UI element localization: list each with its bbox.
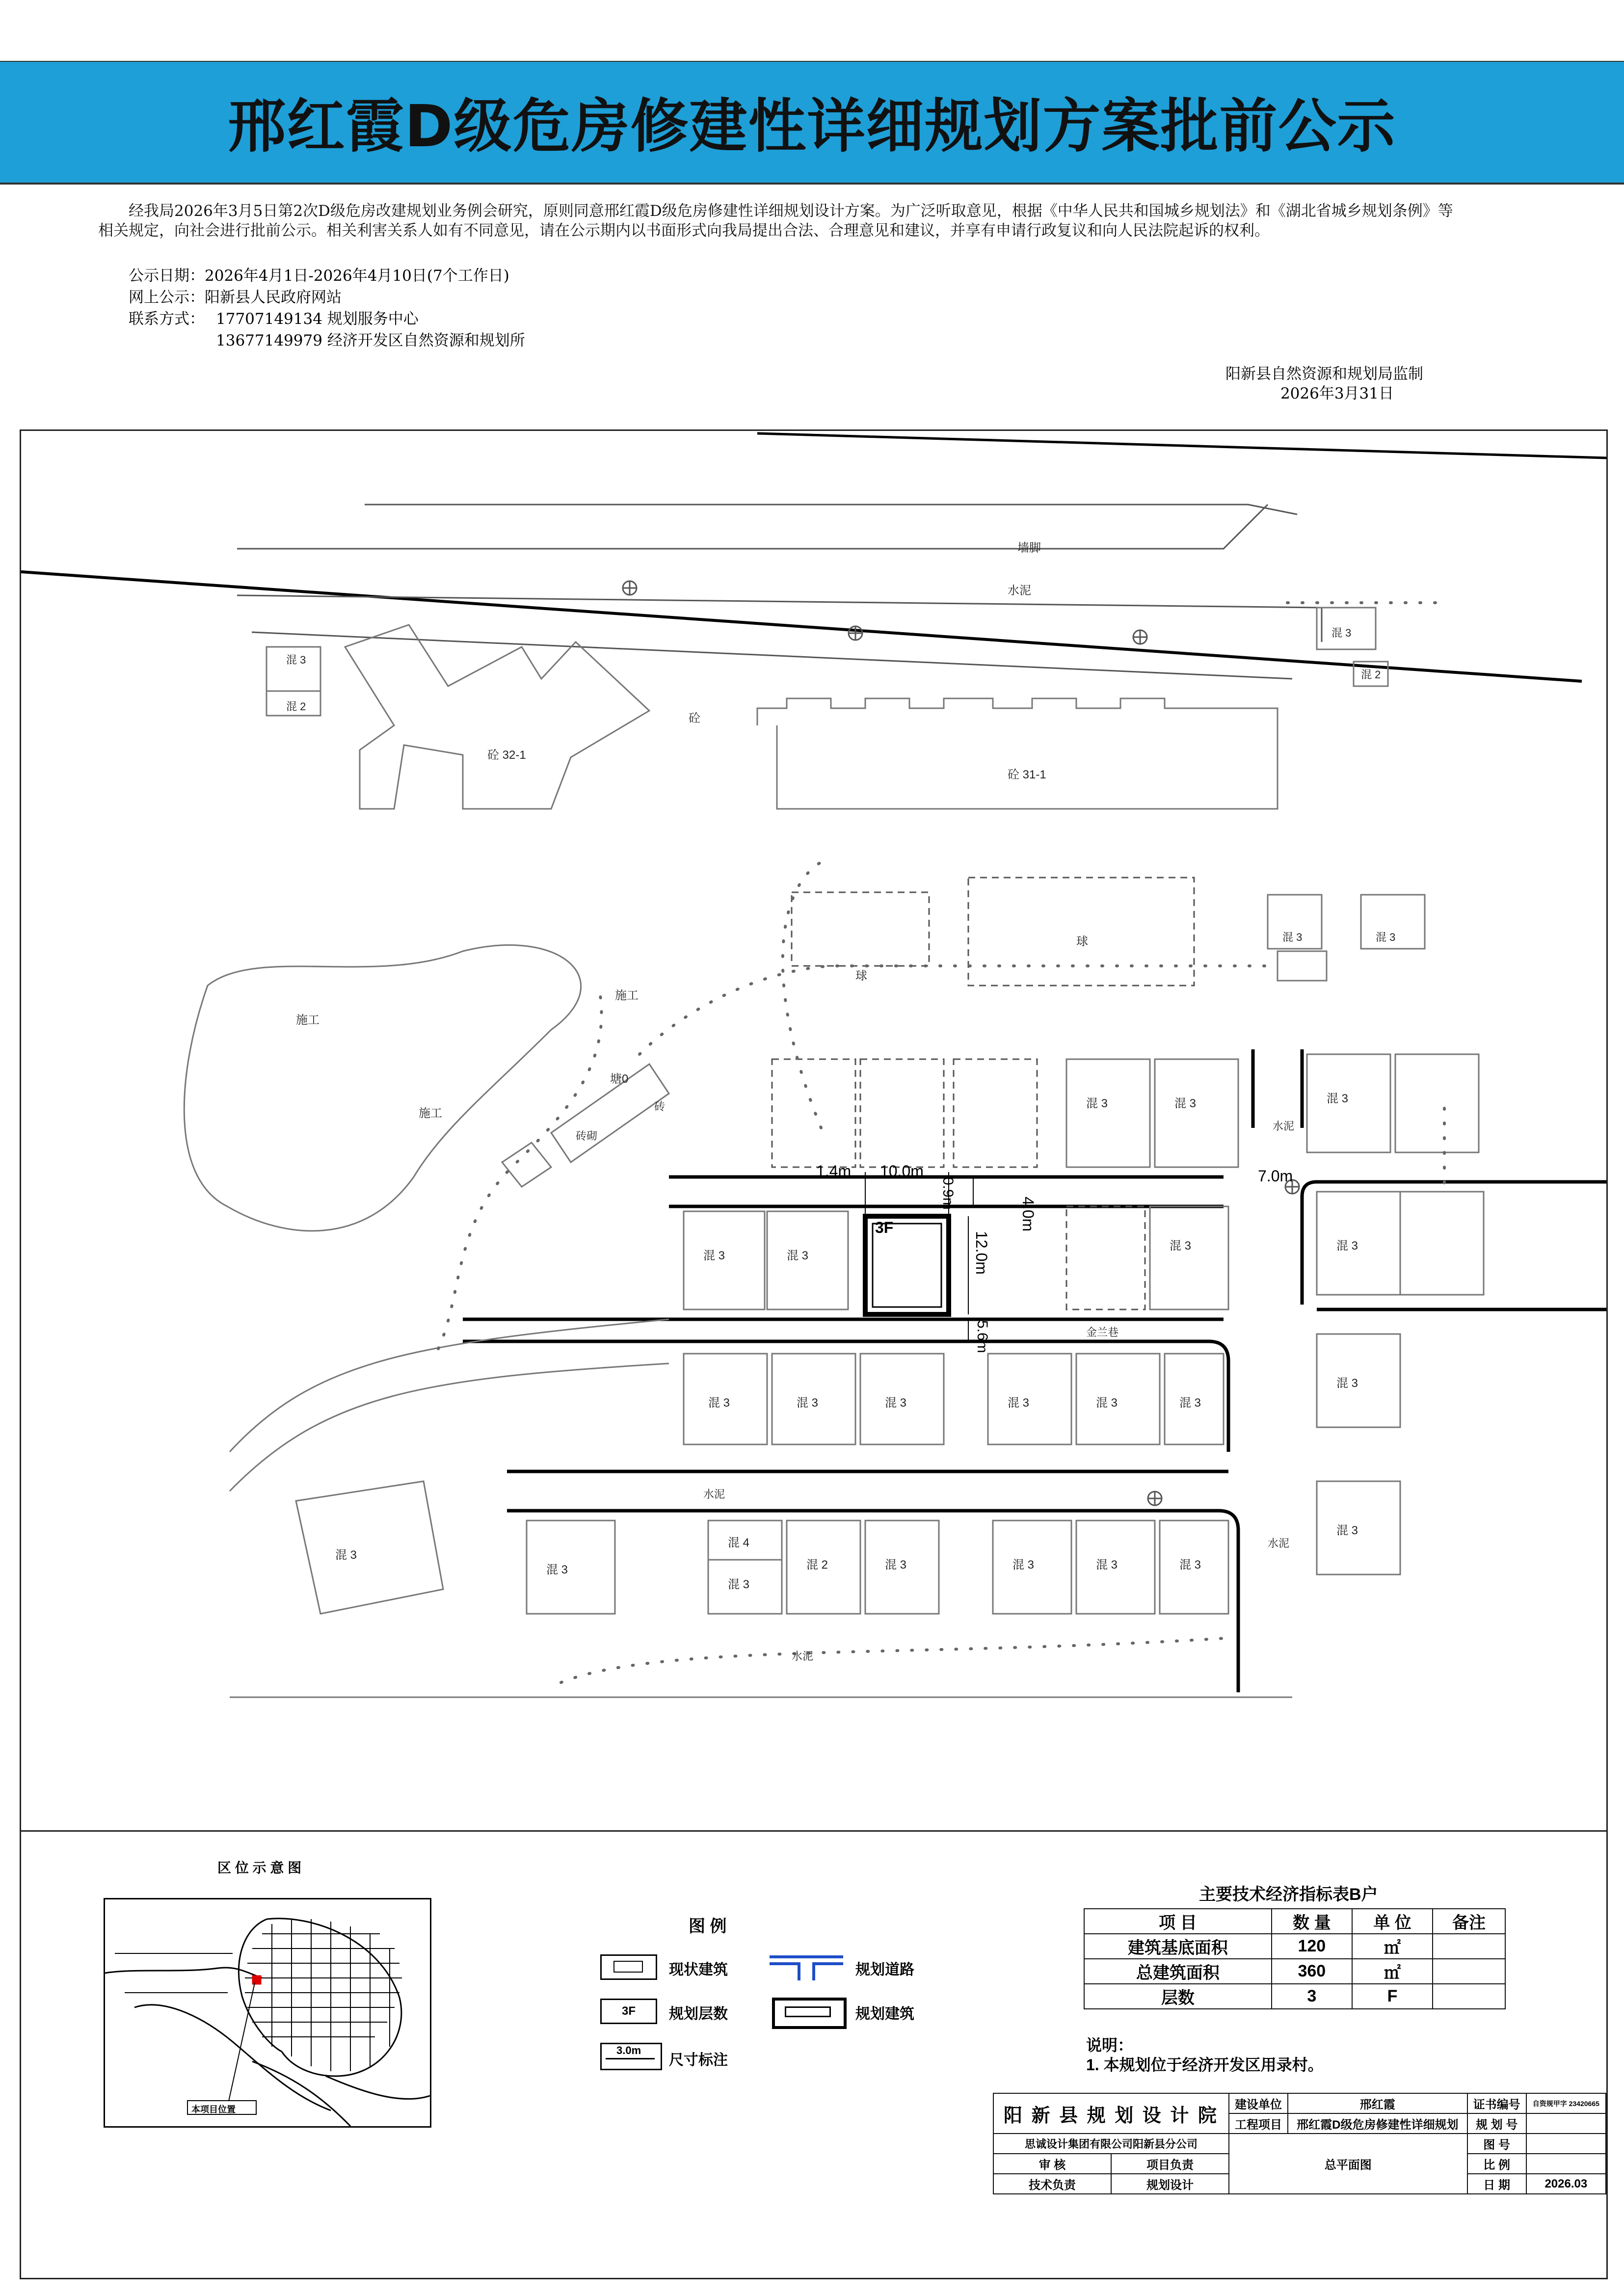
dim-5-6m: 5.6m [974,1320,990,1353]
cert-label: 证书编号 [1467,2093,1526,2113]
project-value: 邢红霞D级危房修建性详细规划 [1288,2113,1467,2134]
tech-cell: 建筑基底面积 [1084,1934,1272,1959]
client-label: 建设单位 [1229,2093,1288,2113]
map-label-mixed-y: 混 2 [1361,668,1381,681]
notice-body [98,201,1463,240]
planned-floor-count: 3F [875,1219,894,1236]
map-label-mixed-z2: 混 3 [1376,931,1396,943]
map-label-mixed-g: 混 3 [1336,1239,1358,1253]
tech-cell: F [1352,1984,1433,2009]
map-label-ball-field-2: 球 [1076,935,1088,948]
dim-12-0m: 12.0m [973,1231,990,1275]
dim-7-0m: 7.0m [1258,1167,1293,1185]
tech-lead-label: 技术负责 [993,2174,1111,2194]
existing-building-symbol [600,1954,657,1980]
map-label-mixed-3b: 混 3 [728,1578,750,1591]
map-label-mixed-v: 混 3 [286,654,306,666]
legend-road-label: 规划道路 [855,1962,914,1978]
map-label-pond: 塘0 [610,1072,629,1086]
tech-cell [1433,1959,1505,1984]
map-label-mixed-l: 混 3 [1096,1396,1118,1410]
map-label-mixed-b: 混 3 [1174,1097,1197,1110]
map-label-jinlan-lane: 金兰巷 [1086,1326,1119,1338]
map-label-ball-field-1: 球 [855,969,867,983]
table-row [1084,1934,1505,1959]
map-label-construction-3: 施工 [419,1107,442,1120]
notes-item-1: 1. 本规划位于经济开发区用录村。 [1086,2056,1324,2074]
notice-contact-label: 联系方式： [129,310,205,328]
map-label-mixed-m: 混 3 [1179,1396,1201,1410]
map-label-cement-top: 水泥 [1008,584,1031,597]
table-row [1084,1984,1505,2009]
map-label-mixed-u: 混 3 [335,1548,357,1562]
map-label-mixed-t: 混 3 [1336,1524,1358,1537]
drawing-title-block [993,2093,1606,2194]
map-label-mixed-o: 混 3 [546,1563,568,1576]
planning-design-label: 规划设计 [1111,2174,1229,2194]
dim-1-4m: 1.4m [816,1162,852,1180]
legend-section [20,1830,1608,2279]
tech-cell [1433,1934,1505,1959]
floors-symbol: 3F [600,1999,657,2024]
map-label-mixed-h: 混 3 [708,1396,730,1410]
map-label-mixed-z: 混 3 [1282,931,1303,943]
map-label-mixed-c: 混 3 [1327,1092,1349,1105]
map-label-cement-1: 水泥 [1273,1120,1295,1132]
map-label-brick: 砼 [689,712,700,725]
map-label-mixed-j: 混 3 [885,1396,907,1410]
legend-dimension-label: 尺寸标注 [669,2052,728,2068]
map-label-mixed-f: 混 3 [1170,1239,1192,1253]
map-label-mixed-4: 混 4 [728,1536,750,1549]
legend-planned-label: 规划建筑 [855,2006,914,2022]
map-label-mixed-n: 混 3 [1336,1377,1358,1390]
notes-title: 说明： [1086,2036,1134,2054]
site-plan-map [20,429,1608,1833]
map-label-building-31: 砼 31-1 [1008,768,1046,781]
tech-header-unit: 单 位 [1352,1909,1433,1934]
project-lead-label: 项目负责 [1111,2154,1229,2174]
dimension-symbol [600,2043,662,2070]
dimension-symbol-value: 3.0m [616,2044,641,2056]
scale-label: 比 例 [1467,2154,1526,2174]
notice-web: 网上公示：阳新县人民政府网站 [129,289,342,306]
notice-issuer: 阳新县自然资源和规划局监制 [1225,365,1423,383]
map-label-mixed-d: 混 3 [703,1249,725,1262]
notice-contact-1: 17707149134 规划服务中心 [216,310,419,328]
tech-cell: 3 [1272,1984,1352,2009]
project-location-marker: 本项目位置 [191,2105,236,2114]
institute-name: 阳 新 县 规 划 设 计 院 [993,2093,1229,2134]
map-label-cement-2: 水泥 [703,1488,725,1500]
tech-cell: 120 [1272,1934,1352,1959]
map-label-cement-4: 水泥 [792,1650,814,1662]
dim-0-9m: 0.9m [940,1177,956,1210]
tech-cell: ㎡ [1352,1959,1433,1984]
site-plan-drawing [21,431,1606,1832]
location-map [104,1898,431,2128]
map-label-mixed-s: 混 3 [1179,1558,1201,1572]
map-label-mixed-p: 混 3 [885,1558,907,1572]
map-label-mixed-w: 混 2 [286,700,306,713]
map-label-mixed-r: 混 3 [1096,1558,1118,1572]
legend-title: 图 例 [689,1917,727,1936]
project-label: 工程项目 [1229,2113,1288,2134]
legend-floors-label: 规划层数 [669,2006,728,2022]
tech-indicator-table [1084,1908,1506,2009]
tech-table-title: 主要技术经济指标表B户 [1199,1885,1378,1904]
date-value: 2026.03 [1526,2174,1606,2194]
map-label-mixed-i: 混 3 [797,1396,819,1410]
dim-10-0m: 10.0m [880,1162,924,1180]
map-label-construction-1: 施工 [296,1014,319,1027]
dim-4-0m: 4.0m [1019,1197,1037,1232]
planned-building-symbol [772,1998,847,2029]
tech-header-item: 项 目 [1084,1909,1272,1934]
map-label-mixed-2: 混 2 [806,1558,828,1572]
notice-contact-2: 13677149979 经济开发区自然资源和规划所 [216,332,525,349]
map-label-construction-2: 施工 [615,989,639,1002]
drawing-name: 总平面图 [1229,2134,1467,2194]
location-map-drawing [105,1899,430,2126]
map-label-mixed-a: 混 3 [1086,1097,1108,1110]
client-value: 邢红霞 [1288,2093,1467,2113]
review-label: 审 核 [993,2154,1111,2174]
planned-road-symbol [770,1952,843,1983]
drawing-no-label: 图 号 [1467,2134,1526,2154]
tech-cell: 层数 [1084,1984,1272,2009]
map-label-brick-3: 砖砌 [576,1130,598,1142]
tech-cell: 360 [1272,1959,1352,1984]
map-label-mixed-x: 混 3 [1331,627,1352,639]
notice-date: 公示日期：2026年4月1日-2026年4月10日(7个工作日) [129,267,509,285]
tech-cell: ㎡ [1352,1934,1433,1959]
location-map-title: 区 位 示 意 图 [217,1860,302,1875]
tech-cell: 总建筑面积 [1084,1959,1272,1984]
tech-cell [1433,1984,1505,2009]
date-label: 日 期 [1467,2174,1526,2194]
map-label-mixed-k: 混 3 [1008,1396,1030,1410]
company-name: 思诚设计集团有限公司阳新县分公司 [993,2134,1229,2154]
page-title: 邢红霞D级危房修建性详细规划方案批前公示 [228,92,1396,160]
table-row [1084,1959,1505,1984]
map-label-mixed-q: 混 3 [1012,1558,1035,1572]
map-label-brick-2: 砖 [654,1100,666,1113]
map-label-cement-3: 水泥 [1268,1537,1290,1549]
cert-value: 自资规甲字 23420665 [1526,2093,1606,2113]
map-label-wall: 墙脚 [1017,541,1041,555]
notice-issue-date: 2026年3月31日 [1280,385,1394,402]
map-label-mixed-e: 混 3 [787,1249,809,1262]
tech-header-qty: 数 量 [1272,1909,1352,1934]
legend-existing-label: 现状建筑 [669,1962,728,1978]
map-label-building-32: 砼 32-1 [487,748,526,762]
notice-paragraph: 经我局2026年3月5日第2次D级危房改建规划业务例会研究，原则同意邢红霞D级危房修建性详细规划设计方案。为广泛听取意见，根据《中华人民共和国城乡规划法》和《湖北省城乡规划条例》等相关规定，向社会进行批前公示。相关利害关系人如有不同意见，请在公示期内以书面形式向我局提出合法、合理意见和建议，并享有申请行政复议和向人民法院起诉的权利。 [98,202,1453,240]
tech-header-note: 备注 [1433,1909,1505,1934]
plan-no-label: 规 划 号 [1467,2113,1526,2134]
